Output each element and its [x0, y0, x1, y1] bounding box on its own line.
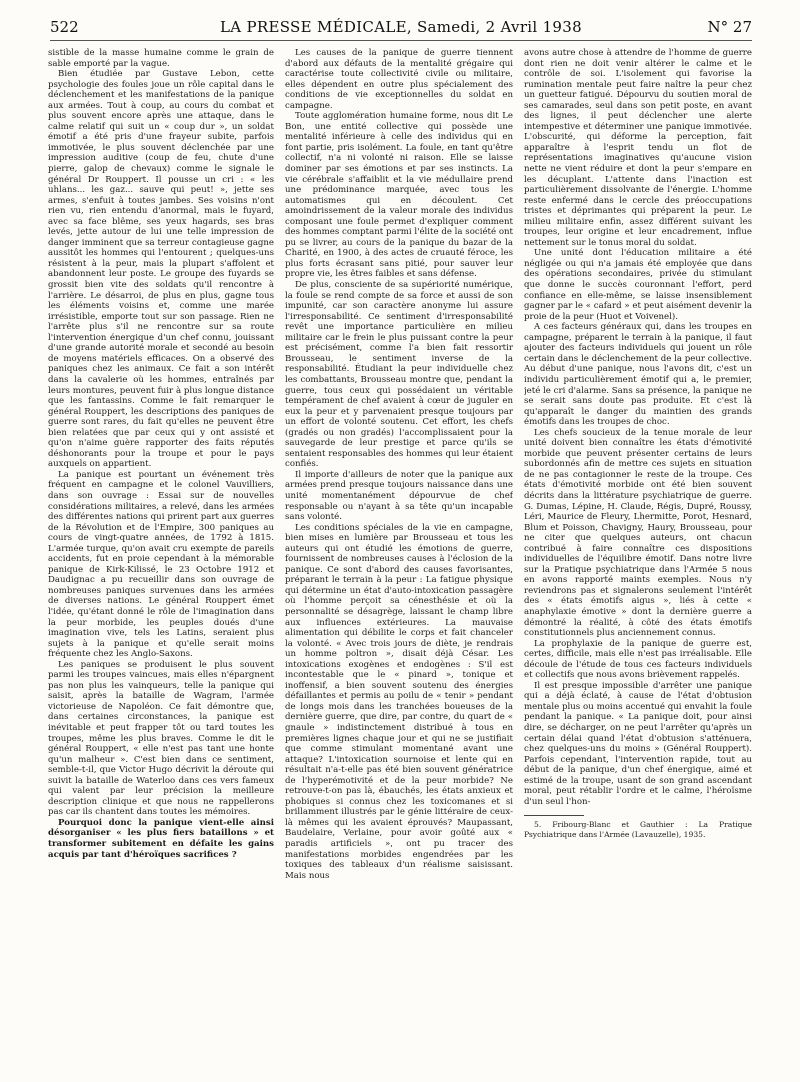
paragraph: Les causes de la panique de guerre tiennent d'abord aux défauts de la mentalité grégaire qui caractérise toute collectivité civile ou militaire, elles dépendent en outre plus spécialement des conditions de vie exceptionnelles du soldat en campagne.: [285, 48, 513, 111]
running-header: [50, 14, 752, 41]
footnote: 5. Fribourg-Blanc et Gauthier : La Pratique Psychiatrique dans l'Armée (Lavauzelle), 1935.: [524, 820, 752, 839]
paragraph: De plus, consciente de sa supériorité numérique, la foule se rend compte de sa force et aussi de son impunité, car son caractère anonyme lui assure l'irresponsabilité. Ce sentiment d'irresponsabilité revêt une importance particulière en milieu militaire car le frein le plus puissant contre la peur est précisément, comme l'a bien fait ressortir Brousseau, le sentiment inverse de la responsabilité. Étudiant la peur individuelle chez les combattants, Brousseau montre que, pendant la guerre, tous ceux qui possédaient un véritable tempérament de chef avaient à cœur de juguler en eux la peur et y parvenaient presque toujours par un effort de volonté soutenu. Cet effort, les chefs (gradés ou non gradés) l'accomplissaient pour la sauvegarde de leur prestige et parce qu'ils se sentaient responsables des hommes qui leur étaient confiés.: [285, 280, 513, 470]
column-3: [524, 48, 752, 1074]
paragraph: Bien étudiée par Gustave Lebon, cette psychologie des foules joue un rôle capital dans le déclenchement et les manifestations de la panique aux armées. Tout à coup, au cours du combat et plus souvent encore après une attaque, dans le calme relatif qui suit un « coup dur », un soldat émotif a été pris d'une frayeur subite, parfois immotivée, le plus souvent déclenchée par une impression auditive (coup de feu, chute d'une pierre, galop de chevaux) comme le signale le général Dr Rouppert. Il pousse un cri : « les uhlans... les gaz... sauve qui peut! », jette ses armes, s'enfuit à toutes jambes. Ses voisins n'ont rien vu, rien entendu d'anormal, mais le fuyard, avec sa face blême, ses yeux hagards, ses bras levés, jette autour de lui une telle impression de danger imminent que sa terreur contagieuse gagne aussitôt les hommes qui l'entourent ; quelques-uns résistent à la peur, mais la plupart s'affolent et abandonnent leur poste. Le groupe des fuyards se grossit bien vite des soldats qu'il rencontre à l'arrière. Le désarroi, de plus en plus, gagne tous les éléments voisins et, comme une marée irrésistible, emporte tout sur son passage. Rien ne l'arrête plus s'il ne rencontre sur sa route l'intervention énergique d'un chef connu, jouissant d'une grande autorité morale et secondé au besoin de moyens matériels efficaces. On a observé des paniques chez les animaux. Ce fait a son intérêt dans la cavalerie où les hommes, entraînés par leurs montures, peuvent fuir à plus longue distance que les fantassins. Comme le fait remarquer le général Rouppert, les descriptions des paniques de guerre sont rares, du fait qu'elles ne peuvent être bien relatées que par ceux qui y ont assisté et qu'on n'aime guère rapporter des faits réputés déshonorants pour la troupe et pour le pays auxquels on appartient.: [48, 69, 274, 470]
issue-number: N° 27: [707, 18, 752, 36]
paragraph: sistible de la masse humaine comme le grain de sable emporté par la vague.: [48, 48, 274, 69]
paragraph: Une unité dont l'éducation militaire a été négligée ou qui n'a jamais été employée que dans des opérations secondaires, privée du stimulant que donne le succès couronnant l'effort, perd confiance en elle-même, se laisse insensiblement gagner par le « cafard » et peut aisément devenir la proie de la peur (Huot et Voivenel).: [524, 248, 752, 322]
paragraph: avons autre chose à attendre de l'homme de guerre dont rien ne doit venir altérer le calme et le contrôle de soi. L'isolement qui favorise la rumination mentale peut faire naître la peur chez un guetteur fatigué. Dépourvu du soutien moral de ses camarades, seul dans son petit poste, en avant des lignes, il peut déclencher une alerte intempestive et déterminer une panique immotivée. L'obscurité, qui déforme la perception, fait apparaître à l'esprit tendu un flot de représentations imaginatives qu'aucune vision nette ne vient réduire et dont la peur s'empare en les décuplant. L'attente dans l'inaction est particulièrement dissolvante de l'énergie. L'homme reste enfermé dans le cercle des préoccupations tristes et déprimantes qui préparent la peur. Le milieu militaire enfin, assez différent suivant les troupes, leur origine et leur encadrement, influe nettement sur le tonus moral du soldat.: [524, 48, 752, 248]
paragraph: Il importe d'ailleurs de noter que la panique aux armées prend presque toujours naissance dans une unité momentanément dépourvue de chef responsable ou n'ayant à sa tête qu'un incapable sans volonté.: [285, 469, 513, 523]
page-number: 522: [50, 18, 79, 36]
paragraph: A ces facteurs généraux qui, dans les troupes en campagne, préparent le terrain à la panique, il faut ajouter des facteurs individuels qui jouent un rôle certain dans le déclenchement de la peur collective. Au début d'une panique, nous l'avons dit, c'est un individu particulièrement émotif qui a, le premier, jeté le cri d'alarme. Sans sa présence, la panique ne se serait sans doute pas produite. Et c'est là qu'apparaît le danger du maintien des grands émotifs dans les troupes de choc.: [524, 322, 752, 428]
paragraph: Les paniques se produisent le plus souvent parmi les troupes vaincues, mais elles n'épargnent pas non plus les vainqueurs, telle la panique qui saisit, après la bataille de Wagram, l'armée victorieuse de Napoléon. Ce fait démontre que, dans certaines circonstances, la panique est inévitable et peut frapper tôt ou tard toutes les troupes, même les plus braves. Comme le dit le général Rouppert, « elle n'est pas tant une honte qu'un malheur ». C'est bien dans ce sentiment, semble-t-il, que Victor Hugo décrivit la déroute qui suivit la bataille de Waterloo dans ces vers fameux qui valent par leur précision la meilleure description clinique et que nous ne rappellerons pas car ils chantent dans toutes les mémoires.: [48, 659, 274, 818]
column-1: [48, 48, 274, 1074]
footnote-divider: [524, 815, 584, 816]
paragraph: Les conditions spéciales de la vie en campagne, bien mises en lumière par Brousseau et tous les auteurs qui ont étudié les émotions de guerre, fournissent de nombreuses causes à l'éclosion de la panique. Ce sont d'abord des causes favorisantes, préparant le terrain à la peur : La fatigue physique qui détermine un état d'auto-intoxication passagère où l'homme perçoit sa cénesthésie et où la personnalité se désagrège, laissant le champ libre aux influences extérieures. La mauvaise alimentation qui débilite le corps et fait chanceler la volonté. « Avec trois jours de diète, je rendrais un homme poltron », disait déjà César. Les intoxications exogènes et endogènes : S'il est incontestable que le « pinard », tonique et inoffensif, a bien souvent soutenu des énergies défaillantes et permis au poilu de « tenir » pendant de longs mois dans les tranchées boueuses de la dernière guerre, que dire, par contre, du quart de « gnaule » indistinctement distribué à tous en premières lignes chaque jour et qui ne se justifiait que comme stimulant momentané avant une attaque? L'intoxication sournoise et lente qui en résultait n'a-t-elle pas été bien souvent génératrice de l'hyperémotivité et de la peur morbide? Ne retrouve-t-on pas là, ébauchés, les états anxieux et phobiques si connus chez les toxicomanes et si brillamment illustrés par le génie littéraire de ceux-là mêmes qui les avaient éprouvés? Maupassant, Baudelaire, Verlaine, pour avoir goûté aux « paradis artificiels », ont pu tracer des manifestations morbides engendrées par les toxiques des tableaux d'un réalisme saisissant. Mais nous: [285, 522, 513, 881]
paragraph: Les chefs soucieux de la tenue morale de leur unité doivent bien connaître les états d'émotivité morbide que peuvent présenter certains de leurs subordonnés afin de mettre ces sujets en situation de ne pas contagionner le reste de la troupe. Ces états d'émotivité morbide ont été bien souvent décrits dans la littérature psychiatrique de guerre. G. Dumas, Lépine, H. Claude, Régis, Dupré, Roussy, Léri, Maurice de Fleury, Lhermitte, Porot, Hesnard, Blum et Poisson, Chavigny, Haury, Brousseau, pour ne citer que quelques auteurs, ont chacun contribué à faire connaître ces dispositions individuelles de l'équilibre émotif. Dans notre livre sur la Pratique psychiatrique dans l'Armée 5 nous en avons rapporté maints exemples. Nous n'y reviendrons pas et signalerons seulement l'intérêt des « états émotifs aigus », liés à cette « anaphylaxie émotive » dont la dernière guerre a démontré la réalité, à côté des états émotifs constitutionnels plus anciennement connus.: [524, 427, 752, 639]
column-2: [285, 48, 513, 1074]
paragraph: Il est presque impossible d'arrêter une panique qui a déjà éclaté, à cause de l'état d'obtusion mentale plus ou moins accentué qui envahit la foule pendant la panique. « La panique doit, pour ainsi dire, se décharger, on ne peut l'arrêter qu'après un certain délai quand l'état d'obtusion s'atténuera, chez quelques-uns du moins » (Général Rouppert). Parfois cependant, l'intervention rapide, tout au début de la panique, d'un chef énergique, aimé et estimé de la troupe, usant de son grand ascendant moral, peut rétablir l'ordre et le calme, l'héroïsme d'un seul l'hon-: [524, 680, 752, 807]
paragraph-bold: Pourquoi donc la panique vient-elle ainsi désorganiser « les plus fiers bataillons » et transformer subitement en défaite les gains acquis par tant d'héroïques sacrifices ?: [48, 817, 274, 860]
journal-title: LA PRESSE MÉDICALE, Samedi, 2 Avril 1938: [220, 18, 582, 36]
paragraph: La prophylaxie de la panique de guerre est, certes, difficile, mais elle n'est pas irréalisable. Elle découle de l'étude de tous ces facteurs individuels et collectifs que nous avons brièvement rappelés.: [524, 638, 752, 681]
paragraph: La panique est pourtant un événement très fréquent en campagne et le colonel Vauvilliers, dans son ouvrage : Essai sur de nouvelles considérations militaires, a relevé, dans les armées des différentes nations qui prirent part aux guerres de la Révolution et de l'Empire, 300 paniques au cours de vingt-quatre années, de 1792 à 1815. L'armée turque, qu'on avait cru exempte de pareils accidents, fut en proie cependant à la mémorable panique de Kirk-Kilissé, le 23 Octobre 1912 et Daudignac a pu recueillir dans son ouvrage de nombreuses paniques survenues dans les armées de diverses nations. Le général Rouppert émet l'idée, qu'étant donné le rôle de l'imagination dans la peur morbide, les peuples doués d'une imagination vive, tels les Latins, seraient plus sujets à la panique et qu'elle serait moins fréquente chez les Anglo-Saxons.: [48, 469, 274, 660]
paragraph: Toute agglomération humaine forme, nous dit Le Bon, une entité collective qui possède une mentalité inférieure à celle des individus qui en font partie, pris isolément. La foule, en tant qu'être collectif, n'a ni volonté ni raison. Elle se laisse dominer par ses émotions et par ses instincts. La vie cérébrale s'affaiblit et la vie médullaire prend une prédominance marquée, avec tous les automatismes qui en découlent. Cet amoindrissement de la valeur morale des individus composant une foule permet d'expliquer comment des hommes comptant parmi l'élite de la société ont pu se livrer, au cours de la panique du bazar de la Charité, en 1900, à des actes de cruauté féroce, les plus forts écrasant sans pitié, pour sauver leur propre vie, les êtres faibles et sans défense.: [285, 111, 513, 280]
